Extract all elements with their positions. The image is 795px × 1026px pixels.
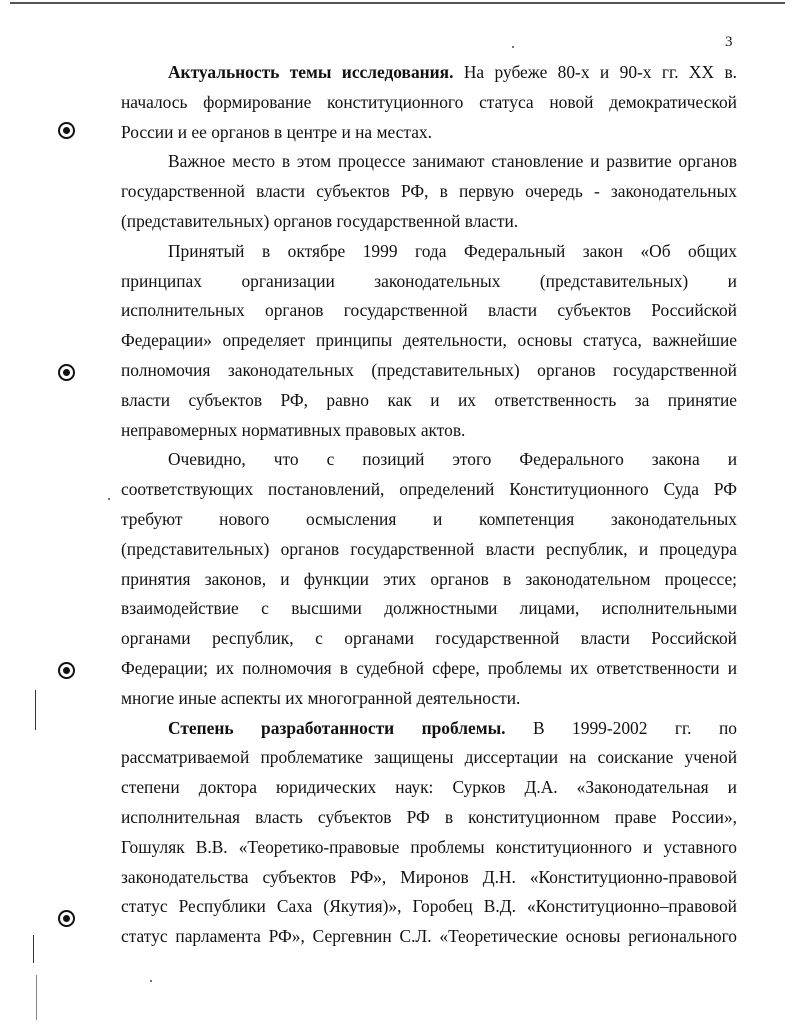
text-line: соответствующих постановлений, определений Конституционного Суда РФ xyxy=(121,479,737,500)
text-line: степени доктора юридических наук: Сурков Д.А. «Законодательная и xyxy=(121,777,737,798)
paragraph-relevance xyxy=(121,58,737,147)
text-line: (представительных) органов государственной власти. xyxy=(121,210,519,231)
scan-artifact xyxy=(33,935,34,963)
text-line: взаимодействие с высшими должностными лицами, исполнительными xyxy=(121,598,737,619)
text-line: власти субъектов РФ, равно как и их ответственность за принятие xyxy=(121,389,737,410)
scan-artifact xyxy=(36,975,37,1020)
text-line: государственной власти субъектов РФ, в первую очередь - законодательных xyxy=(121,181,737,202)
text-line: требуют нового осмысления и компетенция законодательных xyxy=(121,508,737,529)
text-line: принятия законов, и функции этих органов в законодательном процессе; xyxy=(121,568,737,589)
text-line: (представительных) органов государственной власти республик, и процедура xyxy=(121,538,737,559)
text-line: началось формирование конституционного статуса новой демократической xyxy=(121,91,737,112)
paragraph-federal-law xyxy=(121,237,737,446)
text-line: Федерации» определяет принципы деятельности, основы статуса, важнейшие xyxy=(121,330,737,351)
text-line: статус парламента РФ», Сергевнин С.Л. «Теоретические основы регионального xyxy=(121,926,737,947)
text-line: Гошуляк В.В. «Теоретико-правовые проблемы конституционного и уставного xyxy=(121,836,737,857)
text-line: статус Республики Саха (Якутия)», Горобец В.Д. «Конституционно–правовой xyxy=(121,896,737,917)
text-line: неправомерных нормативных правовых актов. xyxy=(121,419,466,440)
text-line: Степень разработанности проблемы. В 1999-2002 гг. по xyxy=(168,717,738,738)
section-heading: Актуальность темы исследования. xyxy=(168,62,454,82)
document-body xyxy=(121,58,737,952)
text-line: полномочия законодательных (представительных) органов государственной xyxy=(121,359,737,380)
page-number: 3 xyxy=(725,34,733,50)
paragraph-degree-of-development xyxy=(121,714,737,952)
scan-border-line xyxy=(10,2,785,4)
binder-hole-icon xyxy=(58,662,75,679)
scan-artifact xyxy=(35,690,36,730)
text-line: принципах организации законодательных (представительных) и xyxy=(121,270,737,291)
text-line: исполнительная власть субъектов РФ в конституционном праве России», xyxy=(121,806,737,827)
text-line: многие иные аспекты их многогранной деятельности. xyxy=(121,687,521,708)
paragraph-important-place xyxy=(121,147,737,236)
binder-hole-icon xyxy=(58,364,75,381)
text-line: России и ее органов в центре и на местах. xyxy=(121,121,432,142)
binder-hole-icon xyxy=(58,122,75,139)
text-line: исполнительных органов государственной власти субъектов Российской xyxy=(121,300,737,321)
paragraph-obviously xyxy=(121,445,737,713)
scan-speck xyxy=(512,46,514,48)
scan-speck xyxy=(108,498,110,500)
text-line: Актуальность темы исследования. На рубеже 80-х и 90-х гг. XX в. xyxy=(168,62,738,82)
text-line: органами республик, с органами государственной власти Российской xyxy=(121,628,737,649)
text-line: законодательства субъектов РФ», Миронов Д.Н. «Конституционно-правовой xyxy=(121,866,737,887)
binder-hole-icon xyxy=(58,910,75,927)
text-line: Принятый в октябре 1999 года Федеральный закон «Об общих xyxy=(168,240,737,261)
text-line: Важное место в этом процессе занимают становление и развитие органов xyxy=(168,151,737,172)
scan-speck xyxy=(150,980,152,982)
text-line: Федерации; их полномочия в судебной сфере, проблемы их ответственности и xyxy=(121,657,737,678)
text-line: Очевидно, что с позиций этого Федерального закона и xyxy=(168,449,737,470)
text-line: рассматриваемой проблематике защищены диссертации на соискание ученой xyxy=(121,747,737,768)
section-heading: Степень разработанности проблемы. xyxy=(168,717,506,738)
